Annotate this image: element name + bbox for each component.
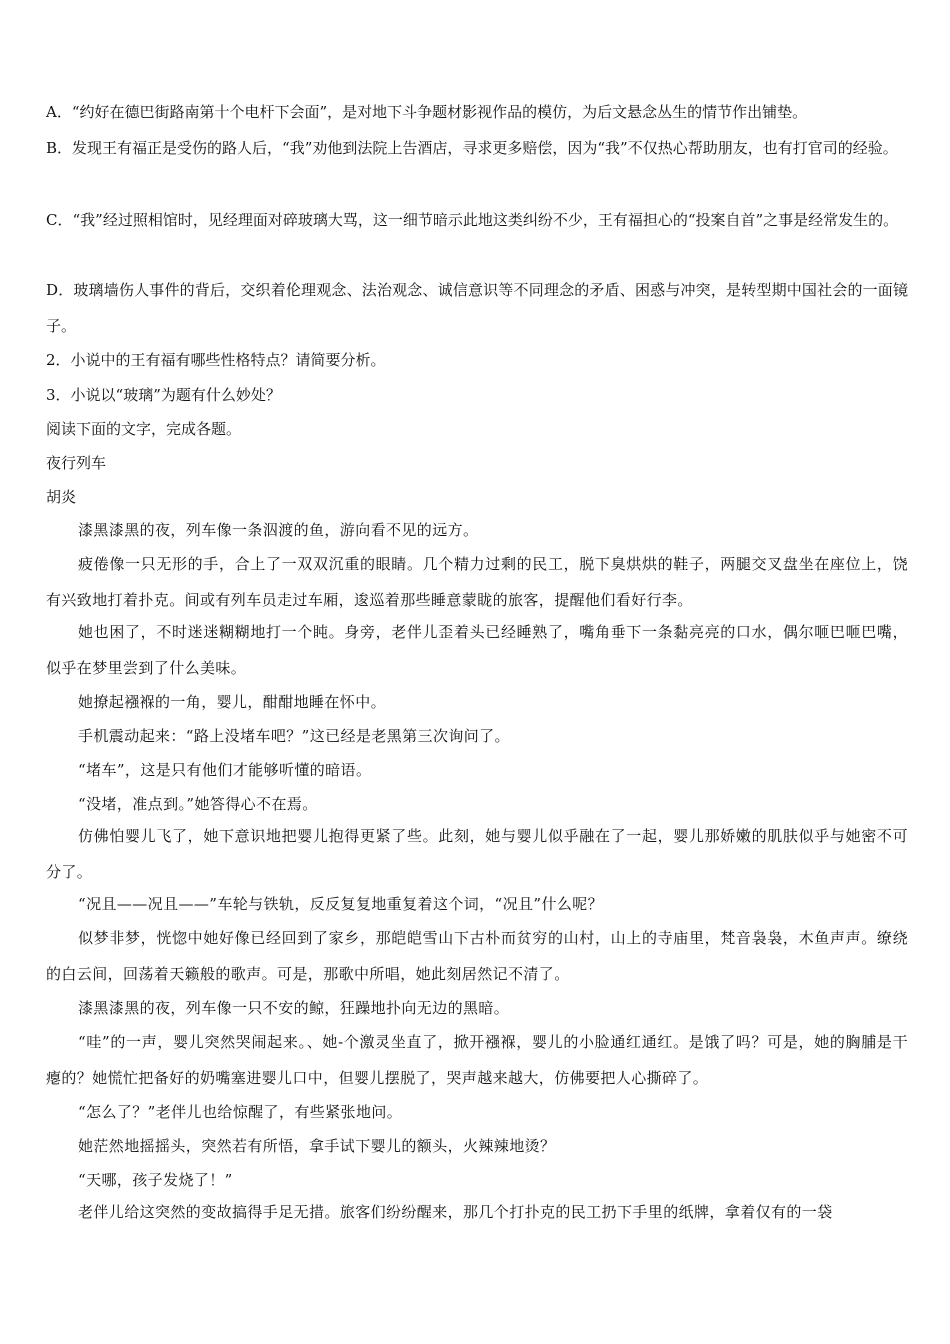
article-paragraph: 漆黑漆黑的夜，列车像一条泅渡的鱼，游向看不见的远方。 — [78, 521, 479, 539]
article-paragraph: “哇”的一声，婴儿突然哭闹起来。、她-个激灵坐直了，掀开襁褓，婴儿的小脸通红通红。是饿了吗？可是，她的胸脯是干瘪的？她慌忙把备好的奶嘴塞进婴儿口中，但婴儿摆脱了，哭声越来越大，仿佛要把人心撕碎了。 — [46, 1033, 908, 1087]
article-author: 胡炎 — [46, 488, 77, 506]
article-paragraph: 老伴儿给这突然的变故搞得手足无措。旅客们纷纷醒来，那几个打扑克的民工扔下手里的纸牌，拿着仅有的一袋 — [78, 1203, 833, 1221]
article-paragraph: “堵车”，这是只有他们才能够听懂的暗语。 — [78, 761, 372, 779]
article-paragraph: 漆黑漆黑的夜，列车像一只不安的鲸，狂躁地扑向无边的黑暗。 — [78, 999, 510, 1017]
article-paragraph: “没堵，准点到。”她答得心不在焉。 — [78, 795, 318, 813]
article-paragraph: 疲倦像一只无形的手，合上了一双双沉重的眼睛。几个精力过剩的民工，脱下臭烘烘的鞋子，两腿交叉盘坐在座位上，饶有兴致地打着扑克。间或有列车员走过车厢，逡巡着那些睡意蒙眬的旅客，提醒他们看好行李。 — [46, 555, 908, 609]
article-paragraph: “怎么了？”老伴儿也给惊醒了，有些紧张地问。 — [78, 1103, 403, 1121]
article-paragraph: 手机震动起来：“路上没堵车吧？”这已经是老黑第三次询问了。 — [78, 727, 510, 745]
reading-instruction: 阅读下面的文字，完成各题。 — [46, 420, 242, 438]
article-paragraph: 她撩起襁褓的一角，婴儿，酣酣地睡在怀中。 — [78, 693, 387, 711]
question-2: 2．小说中的王有福有哪些性格特点？请简要分析。 — [46, 351, 386, 369]
article-paragraph: “况且——况且——”车轮与铁轨，反反复复地重复着这个词，“况且”什么呢？ — [78, 895, 604, 913]
article-paragraph: “天哪，孩子发烧了！” — [78, 1171, 233, 1189]
option-c: C．“我”经过照相馆时，见经理面对碎玻璃大骂，这一细节暗示此地这类纠纷不少，王有福担心的“投案自首”之事是经常发生的。 — [46, 211, 899, 229]
article-paragraph: 她茫然地摇摇头，突然若有所悟，拿手试下婴儿的额头，火辣辣地烫？ — [78, 1137, 556, 1155]
article-paragraph: 似梦非梦，恍惚中她好像已经回到了家乡，那皑皑雪山下古朴而贫穷的山村，山上的寺庙里，梵音袅袅，木鱼声声。缭绕的白云间，回荡着天籁般的歌声。可是，那歌中所唱，她此刻居然记不清了。 — [46, 929, 908, 983]
option-d: D．玻璃墙伤人事件的背后，交织着伦理观念、法治观念、诚信意识等不同理念的矛盾、困惑与冲突，是转型期中国社会的一面镜子。 — [46, 281, 908, 335]
article-paragraph: 她也困了，不时迷迷糊糊地打一个盹。身旁，老伴儿歪着头已经睡熟了，嘴角垂下一条黏亮亮的口水，偶尔咂巴咂巴嘴，似乎在梦里尝到了什么美味。 — [46, 623, 908, 677]
question-3: 3．小说以“玻璃”为题有什么妙处？ — [46, 386, 281, 404]
option-a: A．“约好在德巴街路南第十个电杆下会面”，是对地下斗争题材影视作品的模仿，为后文悬念丛生的情节作出铺垫。 — [46, 103, 808, 121]
article-title: 夜行列车 — [46, 454, 107, 472]
article-paragraph: 仿佛怕婴儿飞了，她下意识地把婴儿抱得更紧了些。此刻，她与婴儿似乎融在了一起，婴儿那娇嫩的肌肤似乎与她密不可分了。 — [46, 827, 908, 881]
option-b: B．发现王有福正是受伤的路人后，“我”劝他到法院上告酒店，寻求更多赔偿，因为“我”不仅热心帮助朋友，也有打官司的经验。 — [46, 139, 898, 157]
